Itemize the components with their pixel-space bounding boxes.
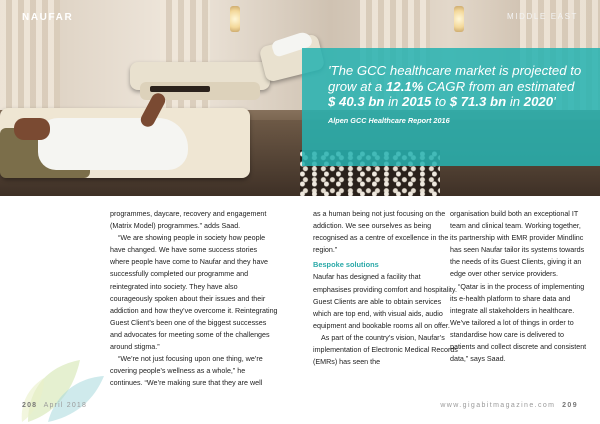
paragraph: “Qatar is in the process of implementing its e-health platform to share data and integrate all stakeholders in healthcare. We’ve tailored a lot of things in order to standardise how care is delivered to patients and collect discrete and consistent data,” says Saad. bbox=[450, 282, 587, 364]
subheading: Bespoke solutions bbox=[313, 260, 379, 270]
website-link[interactable]: www.gigabitmagazine.com bbox=[440, 402, 556, 409]
paragraph: organisation build both an exceptional IT team and clinical team. Working together, its partnership with EMR provider Mindlinc has seen Naufar tailor its systems towards the needs of its Guest Clients, giving it an edge over other service providers. bbox=[450, 210, 585, 279]
person-head bbox=[14, 118, 50, 140]
quote-start-year: 2015 bbox=[402, 94, 432, 110]
page-number-right: 209 bbox=[562, 402, 578, 409]
text-column-2 bbox=[313, 208, 458, 368]
quote-source: Alpen GCC Healthcare Report 2016 bbox=[328, 115, 450, 125]
issue-date: April 2018 bbox=[43, 402, 88, 409]
decorative-leaf-icon bbox=[18, 358, 108, 424]
brand-title: NAUFAR bbox=[22, 12, 74, 23]
folio-left bbox=[22, 402, 87, 409]
wall-lamp bbox=[454, 6, 464, 32]
paragraph: programmes, daycare, recovery and engagement (Matrix Model) programmes.” adds Saad. bbox=[110, 210, 267, 231]
resting-person-front bbox=[38, 118, 188, 170]
text-column-1 bbox=[110, 208, 278, 389]
paragraph: as a human being not just focusing on the addiction. We see ourselves as being recognised as a centre of excellence in the region.” bbox=[313, 210, 449, 255]
paragraph: “We’re not just focusing upon one thing, we’re covering people’s wellness as a whole,” he continues. “We’re making sure that they are well bbox=[110, 355, 263, 388]
quote-end-value: $ 71.3 bn bbox=[449, 94, 507, 110]
paragraph: “We are showing people in society how people have changed. We have some success stories where people have come to Naufar and they have successfully completed our programme and reintegrated into society. They have also courageously spoken about their issues and their addiction and how they’ve overcome it. Reintegrating Guest Client’s been one of the biggest successes and advocates for meeting some of the challenges around stigma.” bbox=[110, 234, 278, 352]
paragraph: As part of the country’s vision, Naufar’s implementation of Electronic Medical Records (EMRs) has seen the bbox=[313, 333, 458, 367]
text-column-3 bbox=[450, 208, 588, 365]
pull-quote: 'The GCC healthcare market is projected to grow at a 12.1% CAGR from an estimated $ 40.3 bn in 2015 to $ 71.3 bn in 2020' bbox=[328, 63, 582, 110]
quote-start-value: $ 40.3 bn bbox=[328, 94, 385, 110]
pull-quote-box bbox=[302, 48, 600, 166]
quote-growth-rate: 12.1% bbox=[385, 78, 424, 94]
side-table bbox=[150, 86, 210, 92]
quote-end-year: 2020 bbox=[523, 94, 554, 110]
wall-lamp bbox=[230, 6, 240, 32]
folio-right bbox=[440, 402, 578, 409]
page-number-left: 208 bbox=[22, 402, 38, 409]
paragraph: Naufar has designed a facility that emphasises providing comfort and hospitality. Guest Clients are able to obtain services which are top end, with visual aids, audio equipment and bookable rooms all on offer. bbox=[313, 273, 457, 330]
section-label: MIDDLE EAST bbox=[507, 12, 578, 21]
